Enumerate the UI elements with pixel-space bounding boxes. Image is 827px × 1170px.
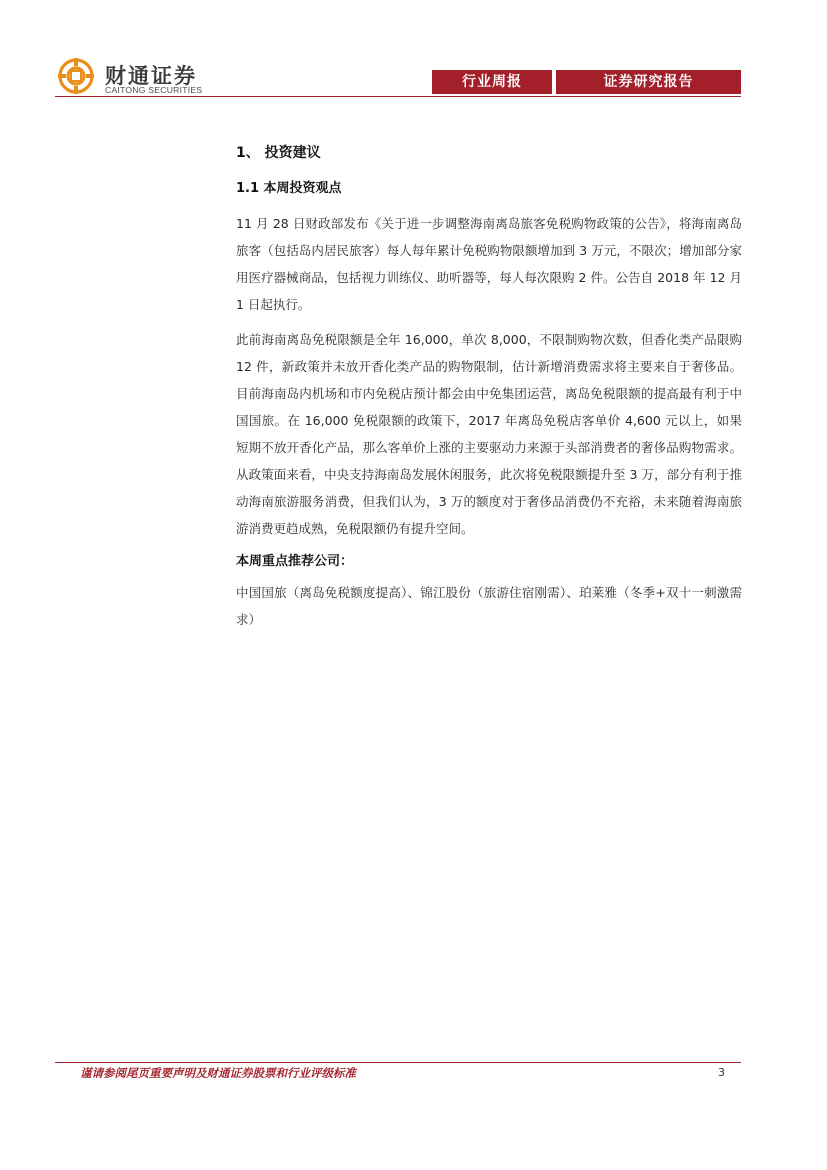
- footer-divider: [55, 1062, 741, 1063]
- section-title: 1、 投资建议: [236, 145, 321, 161]
- report-category-tab: 证券研究报告: [556, 70, 741, 94]
- main-content: [236, 142, 742, 641]
- logo-text-cn: 财通证券: [105, 64, 197, 88]
- body-paragraph: 11 月 28 日财政部发布《关于进一步调整海南离岛旅客免税购物政策的公告》，将海南离岛旅客（包括岛内居民旅客）每人每年累计免税购物限额增加到 3 万元，不限次；增加部分家用医疗器械商品，包括视力训练仪、助听器等，每人每次限购 2 件。公告自 2018 年 12 月 1 日起执行。: [236, 216, 742, 312]
- logo-text-en: CAITONG SECURITIES: [105, 85, 203, 95]
- section-subtitle: 1.1 本周投资观点: [236, 181, 342, 196]
- header-divider: [55, 96, 741, 97]
- recommendation-heading: 本周重点推荐公司：: [236, 554, 354, 569]
- caitong-emblem-icon: [55, 56, 97, 96]
- company-logo: [55, 56, 215, 96]
- recommendation-text: 中国国旅（离岛免税额度提高）、锦江股份（旅游住宿刚需）、珀莱雅（冬季+双十一刺激需求）: [236, 585, 742, 627]
- body-paragraph: 此前海南离岛免税限额是全年 16,000，单次 8,000，不限制购物次数，但香化类产品限购 12 件，新政策并未放开香化类产品的购物限制，估计新增消费需求将主要来自于奢侈品。目前海南岛内机场和市内免税店预计都会由中免集团运营，离岛免税限额的提高最有利于中国国旅。在 16,000 免税限额的政策下，2017 年离岛免税店客单价 4,600 元以上，如果短期不放开香化产品，那么客单价上涨的主要驱动力来源于头部消费者的奢侈品购物需求。从政策面来看，中央支持海南岛发展休闲服务，此次将免税限额提升至 3 万，部分有利于推动海南旅游服务消费，但我们认为，3 万的额度对于奢侈品消费仍不充裕，未来随着海南旅游消费更趋成熟，免税限额仍有提升空间。: [236, 332, 742, 536]
- page-number: 3: [718, 1066, 725, 1079]
- report-type-tab: 行业周报: [432, 70, 552, 94]
- footer-disclaimer: 谨请参阅尾页重要声明及财通证券股票和行业评级标准: [80, 1066, 356, 1080]
